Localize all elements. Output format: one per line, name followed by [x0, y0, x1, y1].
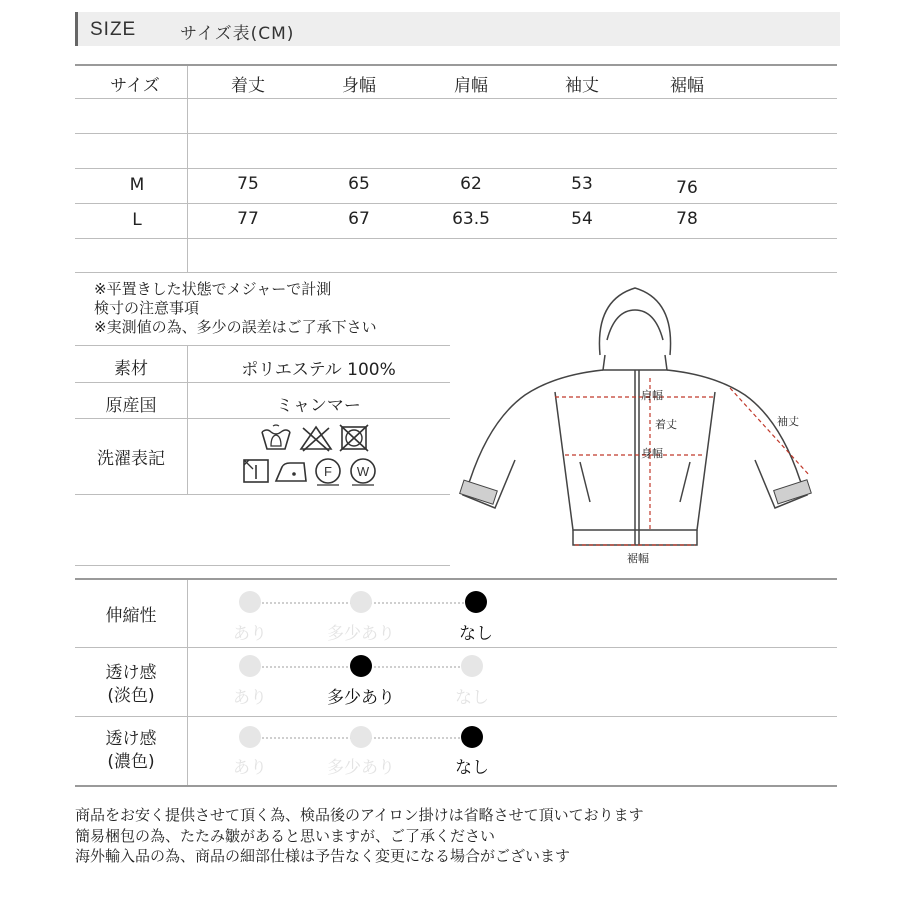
label-body: 身幅: [641, 447, 663, 460]
transparency-light-label: 透け感: [105, 663, 157, 683]
scale-option: 多少あり: [327, 624, 395, 644]
col-header-body-width: 身幅: [342, 76, 376, 96]
scale-option-selected: 多少あり: [327, 688, 395, 708]
table-cell: 67: [348, 209, 370, 229]
col-header-hem: 裾幅: [670, 76, 704, 96]
scale-option: あり: [233, 688, 267, 708]
label-sleeve: 袖丈: [777, 415, 799, 428]
wash-30-hand-icon: [259, 424, 293, 452]
section-subtitle: サイズ表(CM): [180, 24, 295, 44]
wet-clean-w-icon: [348, 456, 378, 486]
scale-dot: [239, 591, 261, 613]
origin-value: ミャンマー: [276, 396, 361, 416]
footer-note: 商品をお安く提供させて頂く為、検品後のアイロン掛けは省略させて頂いております: [75, 806, 644, 824]
label-length: 着丈: [655, 418, 677, 431]
material-value: ポリエステル 100%: [241, 360, 396, 380]
scale-dot-selected: [350, 655, 372, 677]
no-tumble-dry-icon: [339, 424, 369, 452]
table-cell: 62: [460, 174, 482, 194]
transparency-dark-sublabel: (濃色): [107, 752, 155, 772]
footer-note: 海外輸入品の為、商品の細部仕様は予告なく変更になる場合がございます: [75, 847, 571, 865]
scale-dot-selected: [461, 726, 483, 748]
table-cell: 77: [237, 209, 259, 229]
label-shoulder: 肩幅: [641, 389, 663, 402]
stretch-label: 伸縮性: [105, 606, 157, 626]
table-cell: 65: [348, 174, 370, 194]
iron-low-icon: [274, 459, 310, 485]
scale-option: あり: [233, 758, 267, 778]
col-header-size: サイズ: [110, 76, 160, 96]
transparency-light-sublabel: (淡色): [107, 686, 155, 706]
scale-option: なし: [455, 688, 489, 708]
table-cell: 53: [571, 174, 593, 194]
scale-dot: [239, 655, 261, 677]
table-cell: 63.5: [452, 209, 490, 229]
svg-text:F: F: [324, 464, 332, 479]
section-title: SIZE: [90, 19, 137, 40]
col-header-length: 着丈: [231, 76, 265, 96]
scale-dot: [350, 726, 372, 748]
table-cell: 76: [676, 178, 698, 198]
transparency-dark-label: 透け感: [105, 729, 157, 749]
no-bleach-icon: [299, 424, 333, 452]
jacket-diagram: [455, 280, 835, 570]
scale-option-selected: なし: [459, 624, 493, 644]
scale-option: 多少あり: [327, 758, 395, 778]
col-header-sleeve: 袖丈: [565, 76, 599, 96]
footer-note: 簡易梱包の為、たたみ皺があると思いますが、ご了承ください: [75, 827, 496, 845]
origin-label: 原産国: [105, 396, 157, 416]
col-header-shoulder: 肩幅: [454, 76, 488, 96]
scale-option: あり: [233, 624, 267, 644]
line-dry-shade-icon: [241, 457, 271, 485]
note-line: 検寸の注意事項: [94, 299, 200, 317]
scale-dot-selected: [465, 591, 487, 613]
scale-option-selected: なし: [455, 758, 489, 778]
label-hem: 裾幅: [627, 552, 649, 565]
row-size-label: L: [132, 210, 142, 230]
table-cell: 78: [676, 209, 698, 229]
note-line: ※実測値の為、多少の誤差はご了承下さい: [94, 318, 377, 336]
scale-dot: [350, 591, 372, 613]
material-label: 素材: [114, 359, 148, 379]
scale-dot: [239, 726, 261, 748]
note-line: ※平置きした状態でメジャーで計測: [94, 280, 332, 298]
table-cell: 54: [571, 209, 593, 229]
care-label: 洗濯表記: [97, 449, 165, 469]
dry-clean-f-icon: [313, 456, 343, 486]
row-size-label: M: [129, 175, 145, 195]
scale-dot: [461, 655, 483, 677]
table-cell: 75: [237, 174, 259, 194]
svg-text:W: W: [356, 464, 370, 479]
